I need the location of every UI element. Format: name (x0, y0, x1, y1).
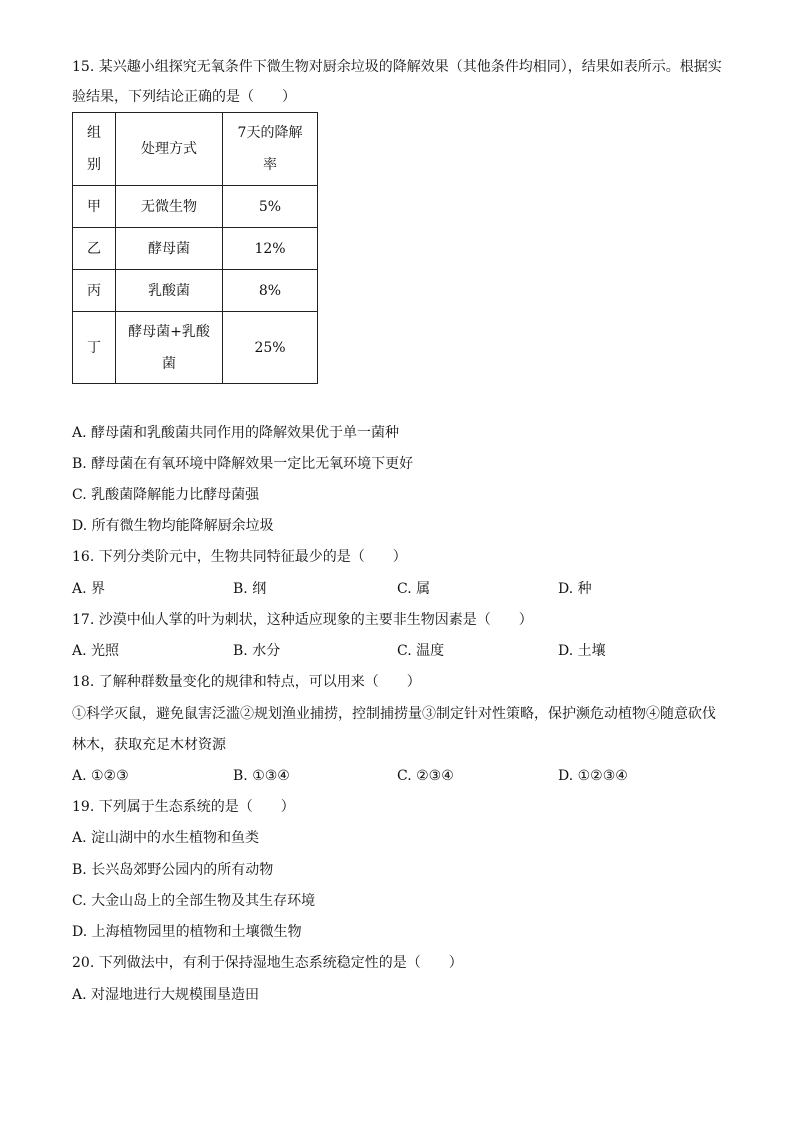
table-cell: 丁 (73, 312, 116, 384)
q16-option-b: B. 纲 (233, 581, 267, 597)
header-rate: 7天的降解率 (223, 113, 318, 186)
q16-option-a: A. 界 (72, 581, 106, 597)
q19-option-c: C. 大金山岛上的全部生物及其生存环境 (72, 893, 316, 909)
q17-option-b: B. 水分 (233, 643, 281, 659)
table-cell: 乳酸菌 (116, 270, 223, 312)
q15-results-table (72, 112, 318, 384)
table-row (73, 228, 318, 270)
q19-option-a: A. 淀山湖中的水生植物和鱼类 (72, 830, 260, 846)
q15-option-b: B. 酵母菌在有氧环境中降解效果一定比无氧环境下更好 (72, 456, 414, 472)
q18-option-a: A. ①②③ (72, 768, 129, 784)
q15-option-d: D. 所有微生物均能降解厨余垃圾 (72, 518, 274, 534)
q19-option-b: B. 长兴岛郊野公园内的所有动物 (72, 862, 274, 878)
table-cell: 25% (223, 312, 318, 384)
q15-option-a: A. 酵母菌和乳酸菌共同作用的降解效果优于单一菌种 (72, 425, 400, 441)
table-cell: 酵母菌+乳酸菌 (116, 312, 223, 384)
table-cell: 甲 (73, 186, 116, 228)
q15-stem-line1: 15. 某兴趣小组探究无氧条件下微生物对厨余垃圾的降解效果（其他条件均相同），结果如表所示。根据实 (72, 59, 722, 75)
table-header-row (73, 113, 318, 186)
table-cell: 酵母菌 (116, 228, 223, 270)
table-row (73, 270, 318, 312)
q18-statements-line1: ①科学灭鼠，避免鼠害泛滥②规划渔业捕捞，控制捕捞量③制定针对性策略，保护濒危动植物④随意砍伐 (72, 706, 716, 722)
table-cell: 丙 (73, 270, 116, 312)
table-cell: 乙 (73, 228, 116, 270)
q19-option-d: D. 上海植物园里的植物和土壤微生物 (72, 924, 302, 940)
q19-stem: 19. 下列属于生态系统的是（ ） (72, 799, 295, 815)
q16-option-c: C. 属 (397, 581, 431, 597)
q17-stem: 17. 沙漠中仙人掌的叶为刺状，这种适应现象的主要非生物因素是（ ） (72, 612, 533, 628)
table-cell: 无微生物 (116, 186, 223, 228)
q18-stem: 18. 了解种群数量变化的规律和特点，可以用来（ ） (72, 674, 421, 690)
q16-option-d: D. 种 (558, 581, 592, 597)
header-method: 处理方式 (116, 113, 223, 186)
q20-stem: 20. 下列做法中，有利于保持湿地生态系统稳定性的是（ ） (72, 955, 463, 971)
q20-option-a: A. 对湿地进行大规模围垦造田 (72, 987, 260, 1003)
q18-statements-line2: 林木，获取充足木材资源 (72, 737, 226, 753)
q18-option-c: C. ②③④ (397, 768, 454, 784)
q17-option-a: A. 光照 (72, 643, 120, 659)
q18-option-d: D. ①②③④ (558, 768, 628, 784)
q17-option-c: C. 温度 (397, 643, 445, 659)
table-cell: 8% (223, 270, 318, 312)
q15-stem-line2: 验结果，下列结论正确的是（ ） (72, 89, 296, 105)
q15-option-c: C. 乳酸菌降解能力比酵母菌强 (72, 487, 260, 503)
q17-option-d: D. 土壤 (558, 643, 606, 659)
header-group: 组别 (73, 113, 116, 186)
q18-option-b: B. ①③④ (233, 768, 290, 784)
table-cell: 12% (223, 228, 318, 270)
q16-stem: 16. 下列分类阶元中，生物共同特征最少的是（ ） (72, 549, 407, 565)
table-row (73, 312, 318, 384)
table-cell: 5% (223, 186, 318, 228)
table-row (73, 186, 318, 228)
